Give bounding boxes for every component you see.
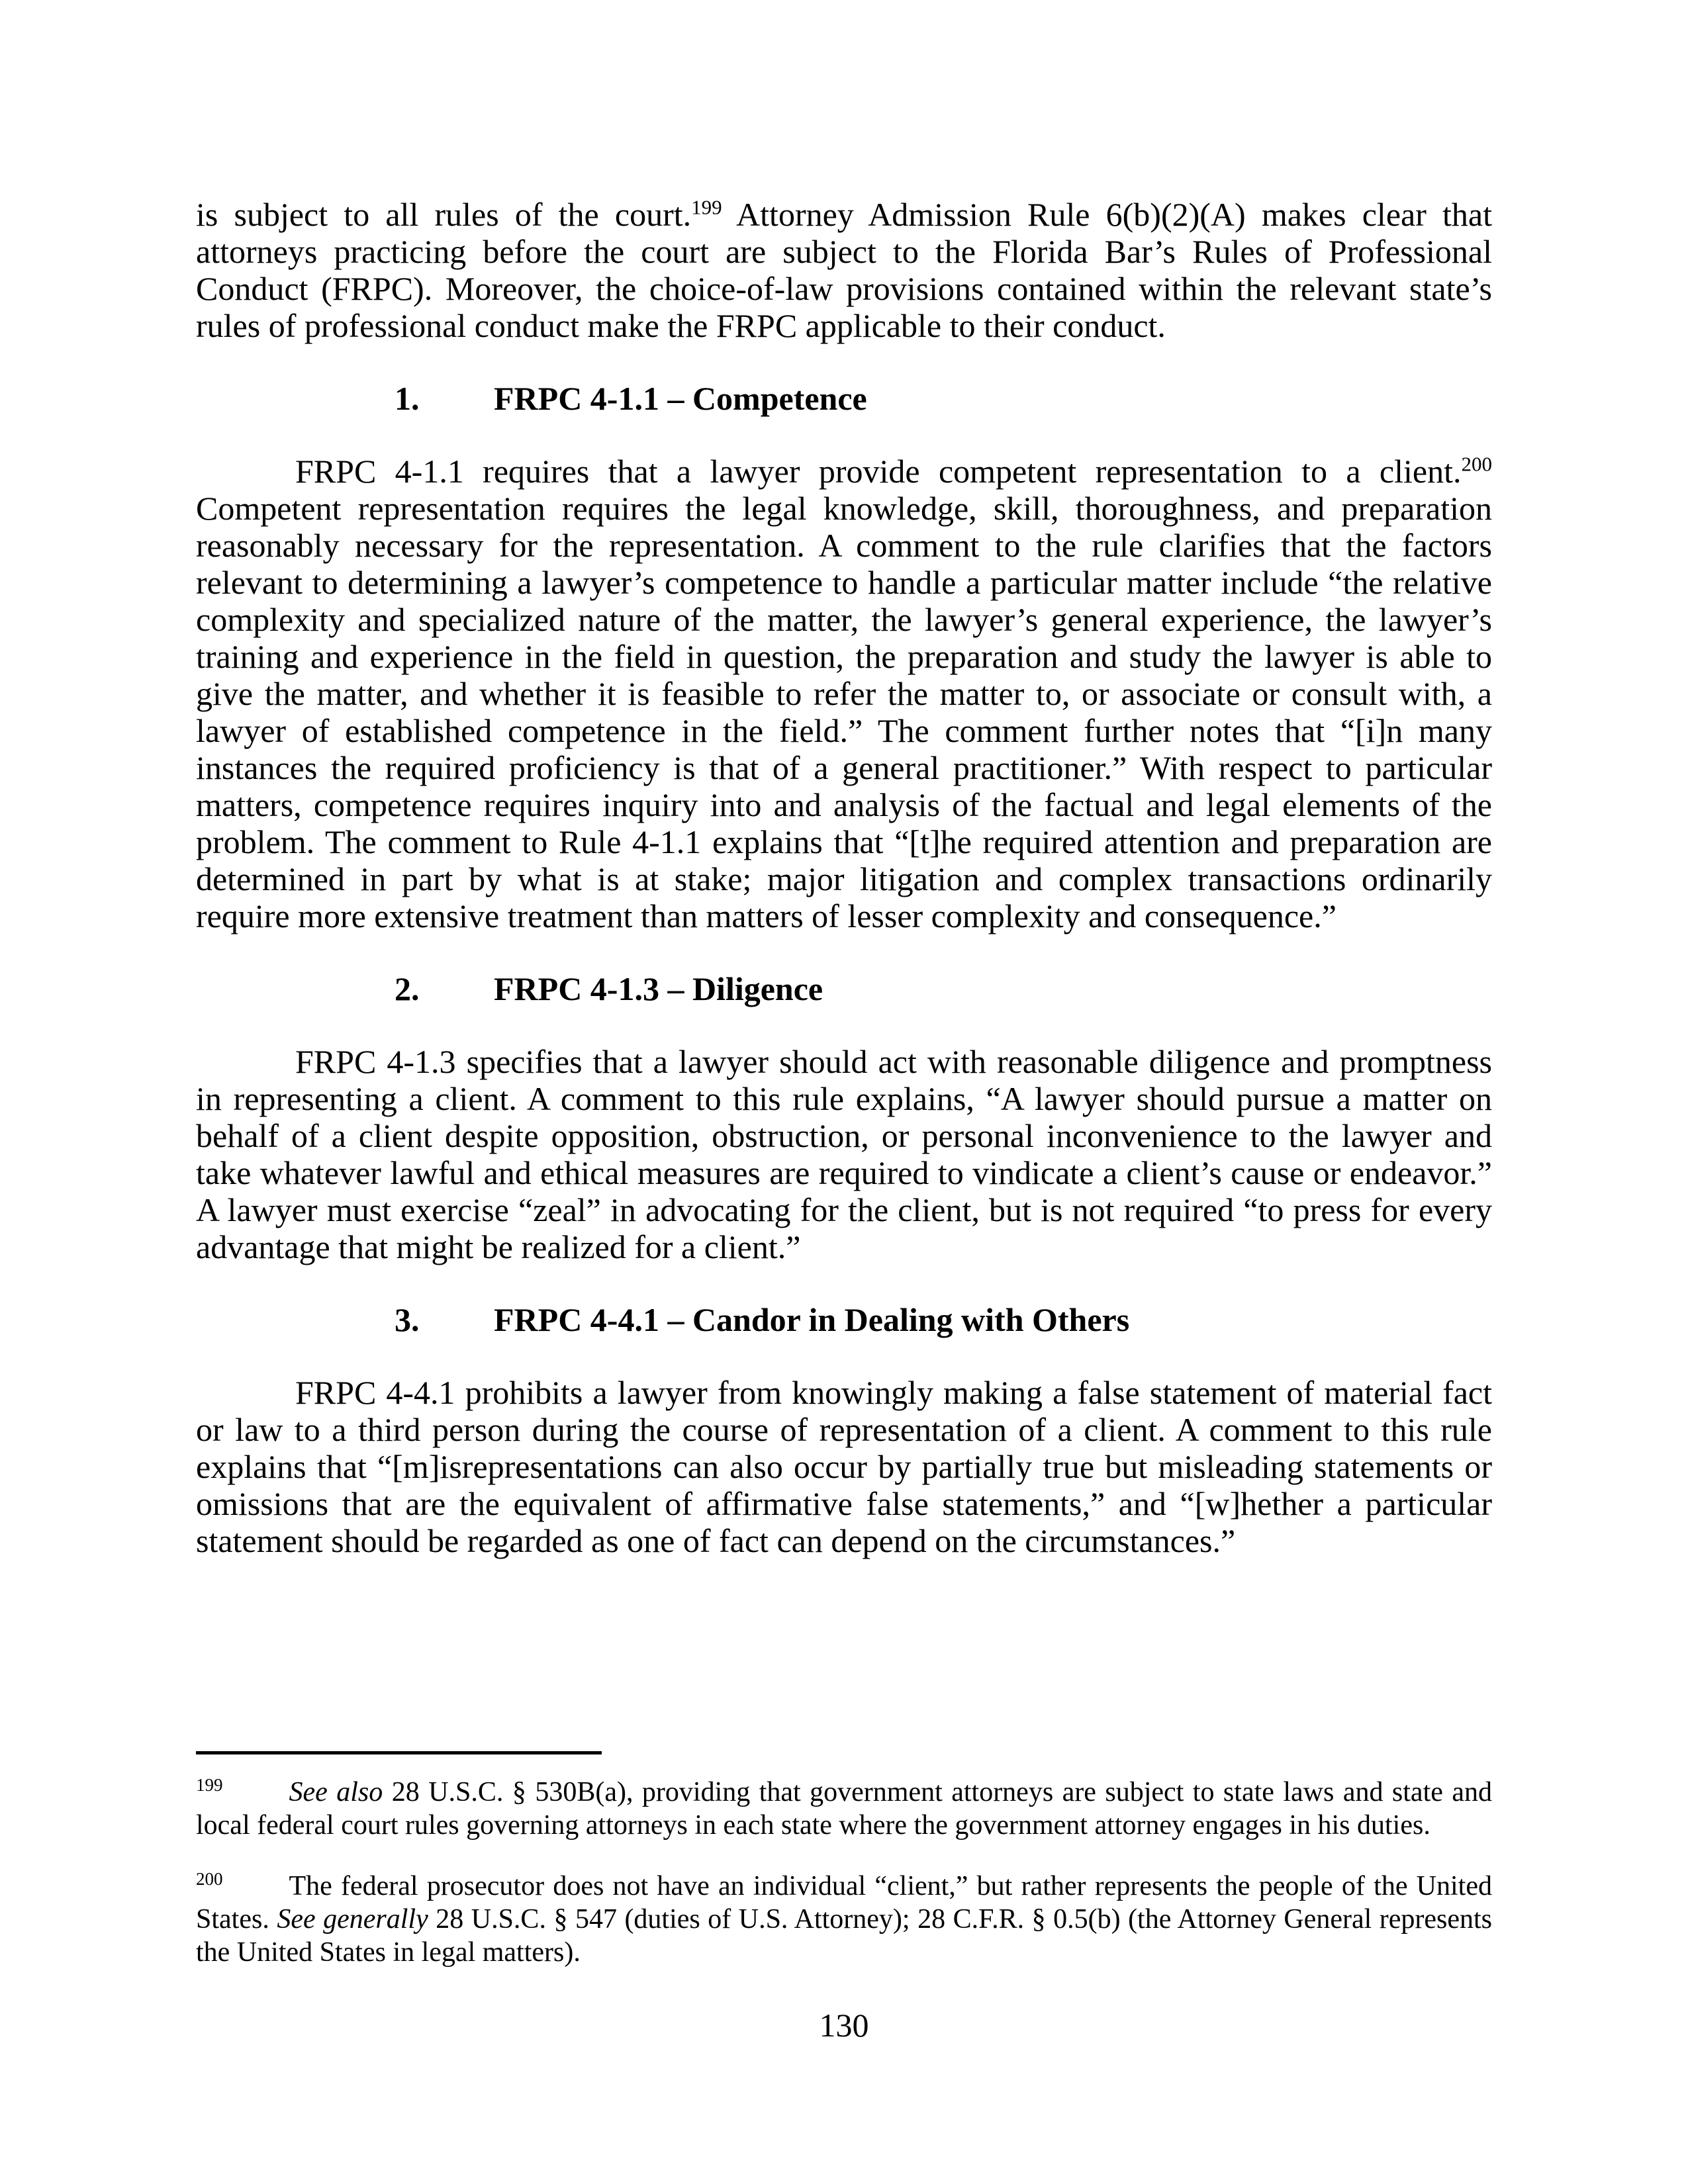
- section-heading-competence: [395, 380, 1492, 417]
- text-run: Competent representation requires the legal knowledge, skill, thoroughness, and preparation reasonably necessary for the representation. A comment to the rule clarifies that the factors relevant to determining a lawyer’s competence to handle a particular matter include “the relative complexity and specialized nature of the matter, the lawyer’s general experience, the lawyer’s training and experience in the field in question, the preparation and study the lawyer is able to give the matter, and whether it is feasible to refer the matter to, or associate or consult with, a lawyer of established competence in the field.” The comment further notes that “[i]n many instances the required proficiency is that of a general practitioner.” With respect to particular matters, competence requires inquiry into and analysis of the factual and legal elements of the problem. The comment to Rule 4-1.1 explains that “[t]he required attention and preparation are determined in part by what is at stake; major litigation and complex transactions ordinarily require more extensive treatment than matters of lesser complexity and consequence.”: [196, 490, 1492, 934]
- diligence-paragraph: [196, 1043, 1492, 1265]
- footnote-italic-citation-signal: See also: [289, 1777, 383, 1807]
- section-heading-diligence: [395, 970, 1492, 1007]
- text-run: FRPC 4-1.1 requires that a lawyer provide competent representation to a client.: [295, 453, 1462, 490]
- text-run: FRPC 4-1.3 specifies that a lawyer should act with reasonable diligence and promptness in representing a client. A comment to this rule explains, “A lawyer should pursue a matter on behalf of a client despite opposition, obstruction, or personal inconvenience to the lawyer and take whatever lawful and ethical measures are required to vindicate a client’s cause or endeavor.” A lawyer must exercise “zeal” in advocating for the client, but is not required “to press for every advantage that might be realized for a client.”: [196, 1043, 1492, 1265]
- heading-number: 3.: [395, 1301, 420, 1338]
- heading-title: FRPC 4-4.1 – Candor in Dealing with Others: [494, 1301, 1130, 1338]
- footnote-ref-200: 200: [1461, 452, 1492, 476]
- text-run: 28 U.S.C. § 547 (duties of U.S. Attorney); 28 C.F.R. § 0.5(b) (the Attorney General represents the United States in legal matters).: [196, 1904, 1493, 1968]
- footnote-marker-199: 199: [196, 1775, 223, 1795]
- page-number: 130: [819, 2007, 869, 2044]
- footnote-italic-citation-signal: See generally: [277, 1904, 428, 1934]
- heading-number: 1.: [395, 380, 420, 417]
- footnote-separator: [196, 1751, 602, 1754]
- competence-paragraph: [196, 453, 1492, 934]
- text-run: Attorney Admission Rule 6(b)(2)(A) makes clear that attorneys practicing before the court are subject to the Florida Bar’s Rules of Professional Conduct (FRPC). Moreover, the choice-of-law provisions contained within the relevant state’s rules of professional conduct make the FRPC applicable to their conduct.: [196, 196, 1492, 344]
- heading-title: FRPC 4-1.3 – Diligence: [494, 970, 823, 1007]
- text-run: is subject to all rules of the court.: [196, 196, 692, 233]
- footnote-ref-199: 199: [691, 195, 722, 219]
- text-run: FRPC 4-4.1 prohibits a lawyer from knowingly making a false statement of material fact or law to a third person during the course of representation of a client. A comment to this rule explains that “[m]isrepresentations can also occur by partially true but misleading statements or omissions that are the equivalent of affirmative false statements,” and “[w]hether a particular statement should be regarded as one of fact can depend on the circumstances.”: [196, 1374, 1492, 1559]
- footnote-200: [196, 1870, 1492, 1969]
- footnotes-section: [196, 1751, 1492, 1969]
- footnote-199: [196, 1776, 1492, 1842]
- heading-number: 2.: [395, 970, 420, 1007]
- heading-title: FRPC 4-1.1 – Competence: [494, 380, 867, 417]
- candor-paragraph: [196, 1374, 1492, 1559]
- intro-paragraph: [196, 196, 1492, 344]
- text-run: The federal prosecutor does not have an individual “client,” but rather represents the people of the United States.: [196, 1871, 1492, 1934]
- section-heading-candor: [395, 1301, 1492, 1338]
- footnote-marker-200: 200: [196, 1869, 223, 1889]
- text-run: 28 U.S.C. § 530B(a), providing that government attorneys are subject to state laws and state and local federal court rules governing attorneys in each state where the government attorney engages in his duties.: [196, 1777, 1492, 1841]
